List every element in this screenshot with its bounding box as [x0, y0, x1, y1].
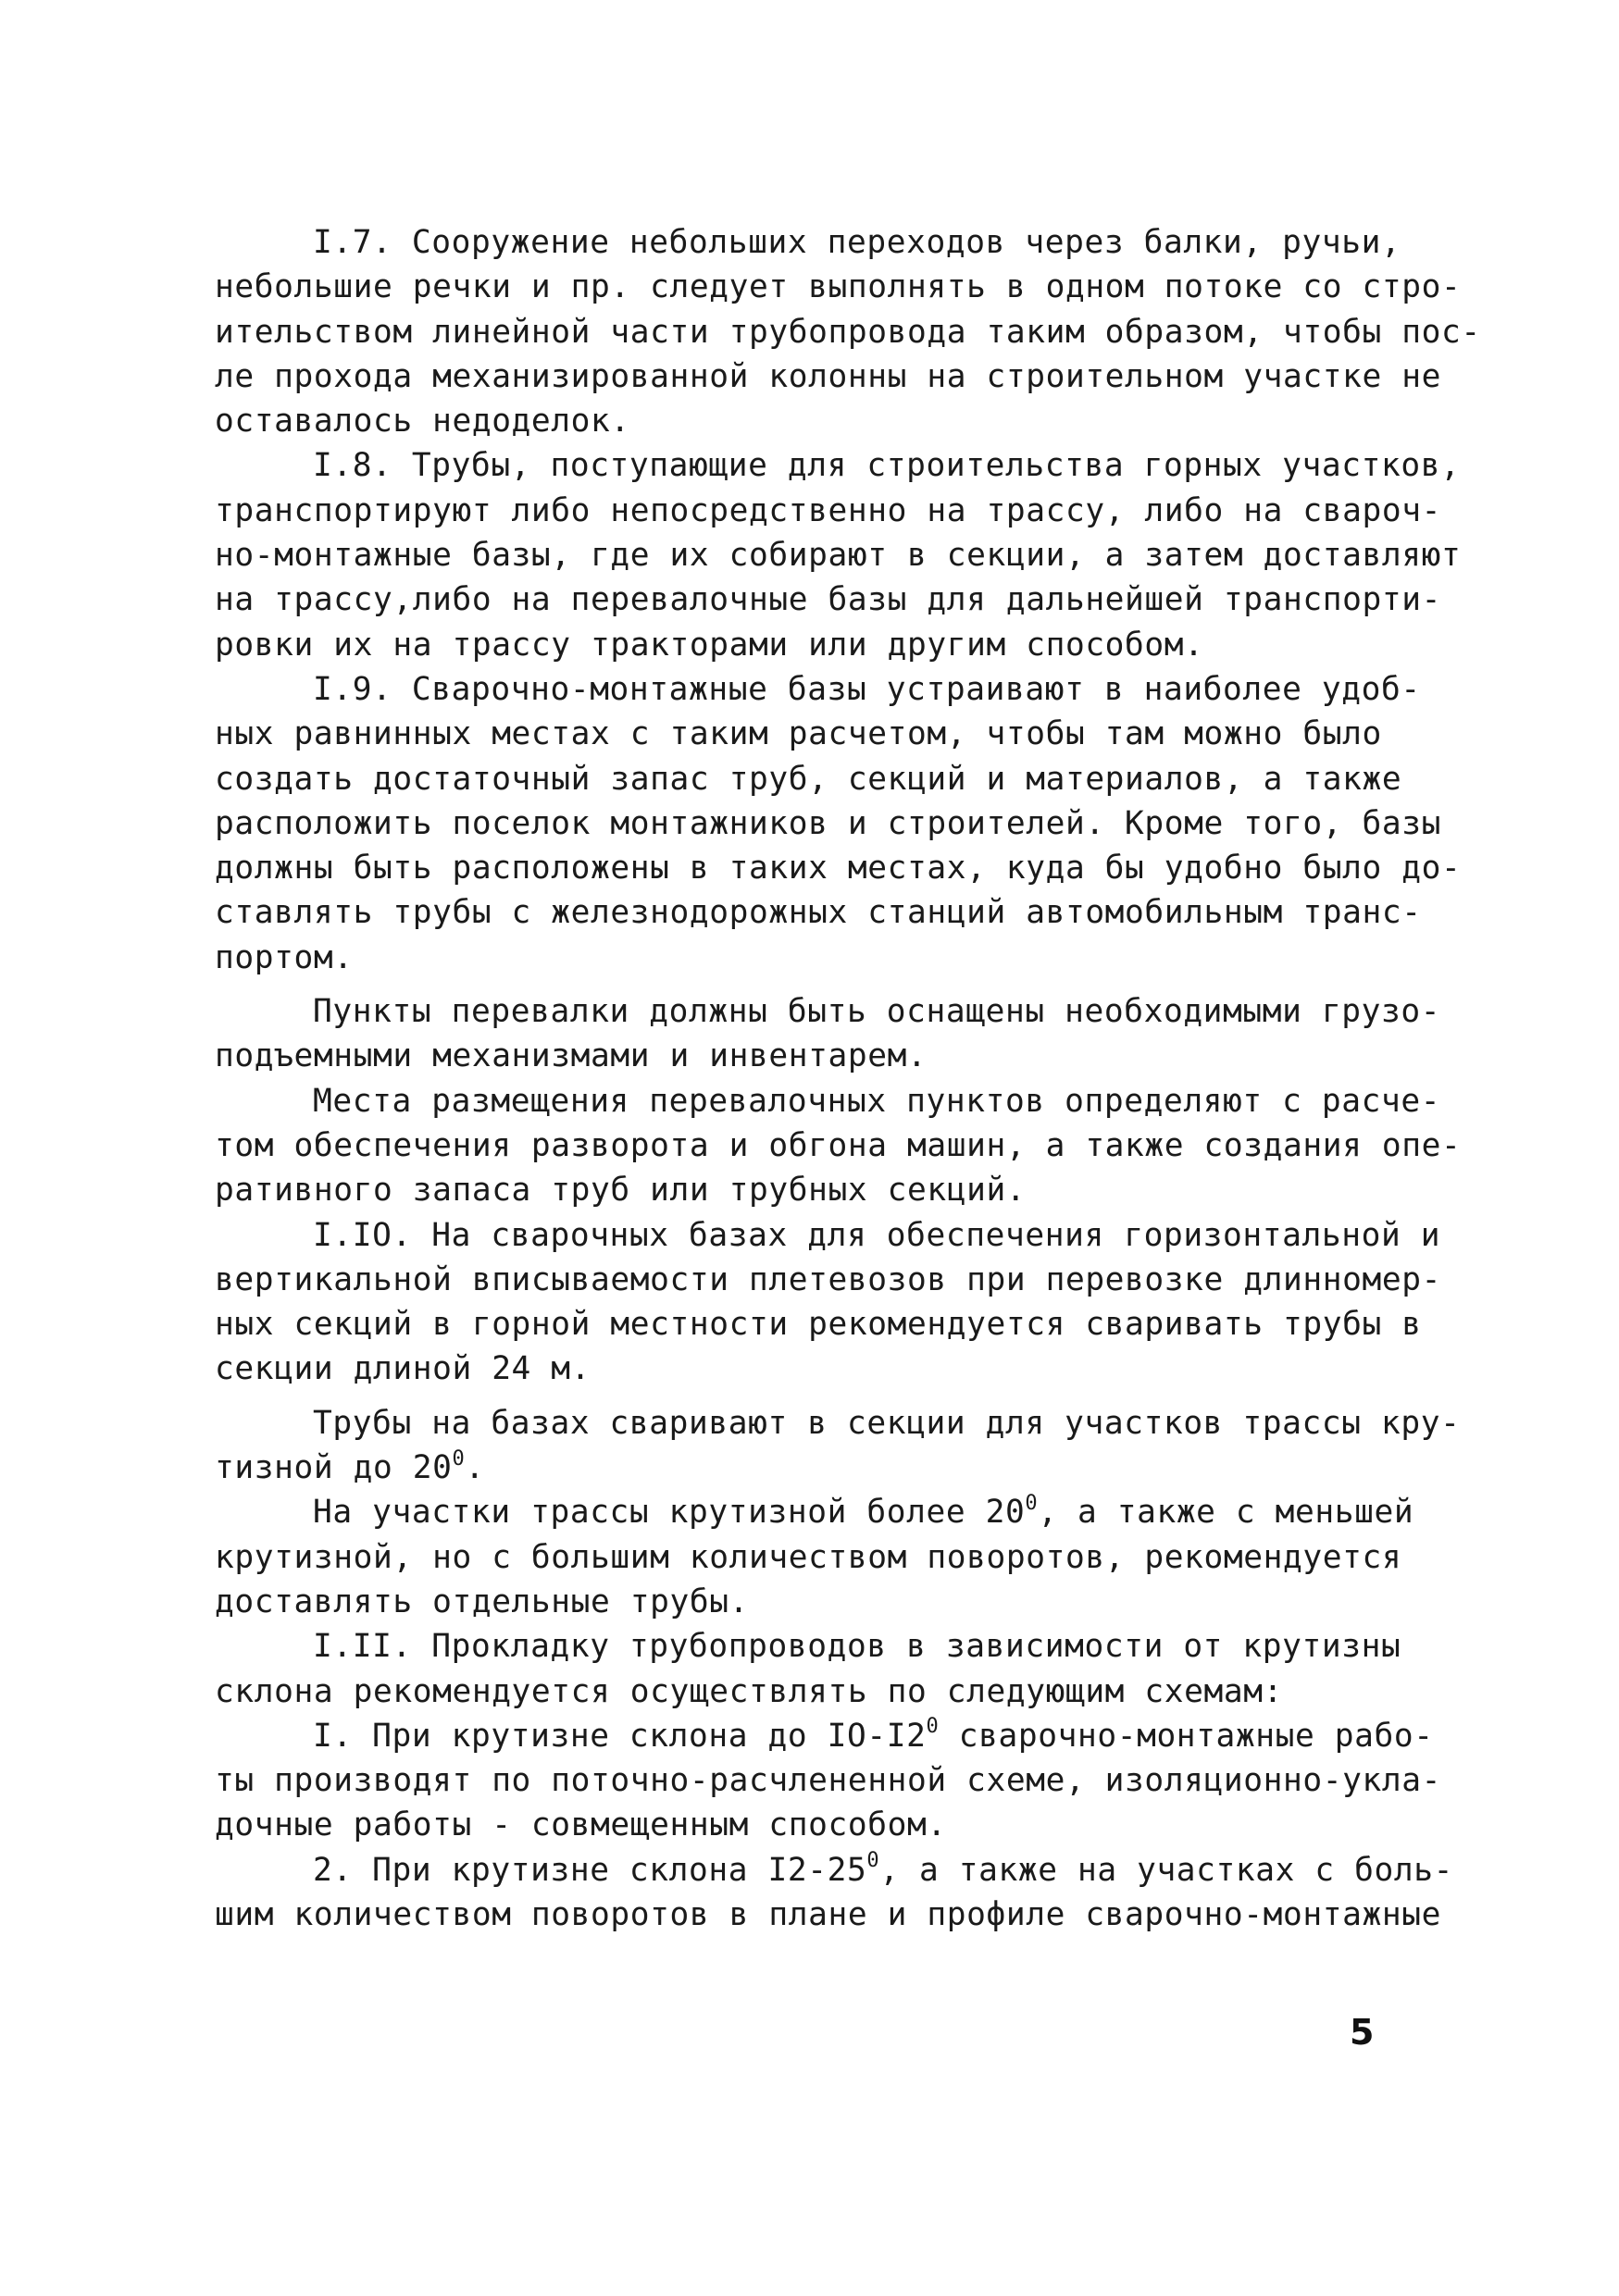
line-text: создать достаточный запас труб, секций и материалов, а также	[215, 760, 1402, 798]
line-text: портом.	[215, 938, 354, 976]
line-text: вертикальной вписываемости плетевозов при перевозке длинномер-	[215, 1260, 1441, 1298]
line-text-continued: сварочно-монтажные рабо-	[939, 1717, 1434, 1755]
text-line	[215, 1580, 1418, 1624]
text-line	[215, 1034, 1418, 1078]
text-line	[215, 399, 1418, 443]
line-text: склона рекомендуется осуществлять по следующим схемам:	[215, 1672, 1284, 1710]
text-line	[215, 667, 1421, 712]
line-text: ных равнинных местах с таким расчетом, чтобы там можно было	[215, 715, 1382, 753]
line-text: I.IO. На сварочных базах для обеспечения горизонтальной и	[313, 1216, 1441, 1254]
line-text: но-монтажные базы, где их собирают в секции, а затем доставляют	[215, 537, 1462, 575]
text-line	[215, 890, 1422, 935]
text-line	[215, 265, 1462, 309]
text-line	[215, 936, 1418, 980]
line-text-continued: , а также на участках с боль-	[879, 1851, 1454, 1889]
line-text: На участки трассы крутизной более 20	[313, 1494, 1026, 1532]
line-text: небольшие речки и пр. следует выполнять в одном потоке со стро-	[215, 268, 1462, 306]
line-text-continued: .	[465, 1449, 485, 1487]
text-line	[215, 1079, 1441, 1123]
line-text: ровки их на трассу тракторами или другим способом.	[215, 626, 1204, 664]
text-line	[215, 220, 1418, 265]
text-line	[215, 1803, 1418, 1847]
line-text: подъемными механизмами и инвентарем.	[215, 1037, 928, 1075]
text-line	[215, 443, 1461, 488]
line-text: I.8. Трубы, поступающие для строительства горных участков,	[313, 447, 1461, 485]
page-number: 5	[1350, 2012, 1375, 2053]
line-text: ративного запаса труб или трубных секций.	[215, 1172, 1027, 1210]
text-line	[215, 1347, 1418, 1391]
degree-superscript: 0	[926, 1715, 940, 1739]
line-text: ле прохода механизированной колонны на строительном участке не	[215, 357, 1441, 395]
line-text: I. При крутизне склона до IO-I2	[313, 1717, 927, 1755]
text-line	[215, 757, 1418, 801]
text-line	[215, 712, 1418, 756]
line-text: крутизной, но с большим количеством поворотов, рекомендуется	[215, 1538, 1402, 1576]
text-line	[215, 1168, 1418, 1212]
line-text: должны быть расположены в таких местах, куда бы удобно было до-	[215, 850, 1462, 887]
text-line	[215, 1758, 1441, 1803]
line-text: ных секций в горной местности рекомендуется сваривать трубы в	[215, 1306, 1422, 1344]
degree-superscript: 0	[452, 1446, 466, 1471]
line-text-continued: , а также с меньшей	[1038, 1494, 1414, 1532]
text-line	[215, 1258, 1441, 1302]
text-line	[215, 1213, 1441, 1258]
line-text: том обеспечения разворота и обгона машин, а также создания опе-	[215, 1126, 1462, 1164]
line-text: расположить поселок монтажников и строителей. Кроме того, базы	[215, 804, 1441, 842]
text-line	[215, 846, 1462, 890]
line-text: ставлять трубы с железнодорожных станций автомобильным транс-	[215, 894, 1422, 932]
body-text	[215, 220, 1481, 1937]
line-text: ительством линейной части трубопровода таким образом, чтобы пос-	[215, 313, 1481, 351]
text-line	[215, 1535, 1418, 1580]
line-text: ты производят по поточно-расчлененной схеме, изоляционно-укла-	[215, 1762, 1441, 1800]
line-text: Пункты перевалки должны быть оснащены необходимыми грузо-	[313, 993, 1441, 1031]
line-text: на трассу,либо на перевалочные базы для дальнейшей транспорти-	[215, 581, 1441, 619]
text-line	[215, 533, 1462, 577]
line-text: 2. При крутизне склона I2-25	[313, 1851, 867, 1889]
line-text: шим количеством поворотов в плане и профиле сварочно-монтажные	[215, 1895, 1441, 1933]
line-text: I.II. Прокладку трубопроводов в зависимости от крутизны	[313, 1628, 1401, 1666]
line-text: Трубы на базах сваривают в секции для участков трассы кру-	[313, 1404, 1461, 1442]
line-text: доставлять отдельные трубы.	[215, 1582, 750, 1620]
text-line	[215, 1446, 1418, 1490]
text-line	[215, 1848, 1454, 1893]
text-line	[215, 1302, 1422, 1347]
text-line	[215, 1714, 1434, 1758]
text-line	[215, 623, 1418, 667]
line-text: Места размещения перевалочных пунктов определяют с расче-	[313, 1082, 1441, 1120]
line-text: оставалось недоделок.	[215, 403, 630, 441]
text-line	[215, 989, 1441, 1034]
text-line	[215, 1401, 1461, 1446]
line-text: дочные работы - совмещенным способом.	[215, 1806, 947, 1844]
text-line	[215, 1669, 1418, 1714]
text-line	[215, 1893, 1441, 1937]
line-text: секции длиной 24 м.	[215, 1350, 592, 1388]
text-line	[215, 354, 1441, 399]
text-line	[215, 1123, 1462, 1168]
degree-superscript: 0	[1025, 1491, 1039, 1515]
text-line	[215, 1490, 1418, 1534]
text-line	[215, 801, 1441, 846]
text-line	[215, 310, 1481, 354]
line-text: I.7. Сооружение небольших переходов через балки, ручьи,	[313, 224, 1401, 261]
degree-superscript: 0	[866, 1849, 880, 1873]
text-line	[215, 577, 1441, 622]
line-text: I.9. Сварочно-монтажные базы устраивают в наиболее удоб-	[313, 670, 1421, 708]
line-text: тизной до 20	[215, 1449, 453, 1487]
text-line	[215, 489, 1441, 533]
line-text: транспортируют либо непосредственно на трассу, либо на свароч-	[215, 491, 1441, 529]
text-line	[215, 1624, 1418, 1669]
